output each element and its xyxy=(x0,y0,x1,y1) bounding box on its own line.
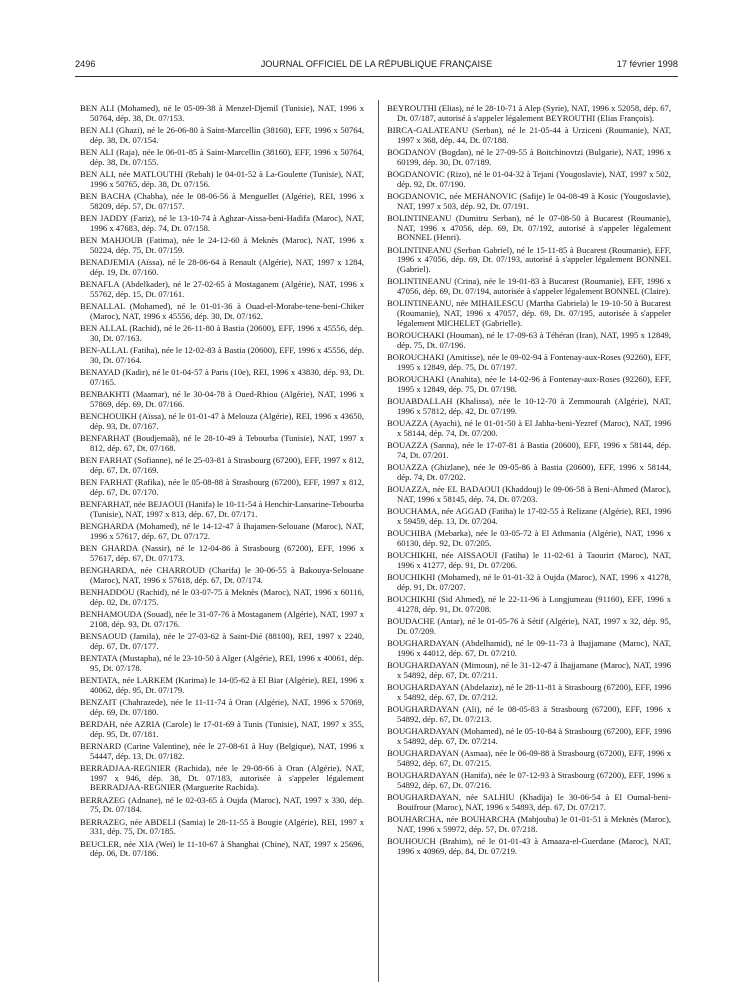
register-entry: BOUAZZA (Ayachi), né le 01-01-50 à El Jabha-beni-Yezref (Maroc), NAT, 1996 x 58144, dép. 74, Dt. 07/200. xyxy=(387,418,671,438)
register-entry: BOLINTINEANU (Crina), née le 19-01-83 à Bucarest (Roumanie), EFF, 1996 x 47056, dép. 69, Dt. 07/194, autorisée à s'appeler légalement BONNEL (Claire). xyxy=(387,276,671,297)
register-entry: BOUCHAMA, née AGGAD (Fatiha) le 17-02-55 à Relizane (Algérie), REI, 1996 x 59459, dép. 13, Dt. 07/204. xyxy=(387,506,671,526)
register-entry: BEN JADDY (Fariz), né le 13-10-74 à Aghzar-Aissa-beni-Hadifa (Maroc), NAT, 1996 x 47683, dép. 74, Dt. 07/158. xyxy=(80,213,364,233)
page-header xyxy=(75,59,678,73)
register-entry: BOUAZZA (Sanna), née le 17-07-81 à Bastia (20600), EFF, 1996 x 58144, dép. 74, Dt. 07/201. xyxy=(387,440,671,460)
register-entry: BOUHOUCH (Brahim), né le 01-01-43 à Amaaza-el-Guerdane (Maroc), NAT, 1996 x 40969, dép. 84, Dt. 07/219. xyxy=(387,836,671,856)
issue-date: 17 février 1998 xyxy=(616,59,678,69)
register-entry: BOUGHARDAYAN (Asmaa), née le 06-09-88 à Strasbourg (67200), EFF, 1996 x 54892, dép. 67, Dt. 07/215. xyxy=(387,748,671,768)
register-entry: BOGDANOV (Bogdan), né le 27-09-55 à Boitchinovtzi (Bulgarie), NAT, 1996 x 60199, dép. 30, Dt. 07/189. xyxy=(387,147,671,167)
register-entry: BENADJEMIA (Aïssa), né le 28-06-64 à Renault (Algérie), NAT, 1997 x 1284, dép. 19, Dt. 07/160. xyxy=(80,257,364,277)
register-entry: BENAYAD (Kadir), né le 01-04-57 à Paris (10e), REI, 1996 x 43830, dép. 93, Dt. 07/165. xyxy=(80,367,364,387)
register-entry: BEN ALI (Raja), née le 06-01-85 à Saint-Marcellin (38160), EFF, 1996 x 50764, dép. 38, Dt. 07/155. xyxy=(80,147,364,167)
register-entry: BOLINTINEANU, née MIHAILESCU (Martha Gabriela) le 19-10-50 à Bucarest (Roumanie), NAT, 1996 x 47057, dép. 69, Dt. 07/195, autorisée à s'appeler légalement MICHELET (Gabrielle). xyxy=(387,298,671,328)
left-column xyxy=(80,104,364,862)
register-entry: BOUCHIKHI (Sid Ahmed), né le 22-11-96 à Longjumeau (91160), EFF, 1996 x 41278, dép. 91, Dt. 07/208. xyxy=(387,594,671,614)
register-entry: BEN FARHAT (Rafika), née le 05-08-88 à Strasbourg (67200), EFF, 1997 x 812, dép. 67, Dt. 07/170. xyxy=(80,477,364,497)
register-entry: BENTATA (Mustapha), né le 23-10-50 à Alger (Algérie), REI, 1996 x 40061, dép. 95, Dt. 07/178. xyxy=(80,653,364,673)
register-entry: BEN GHARDA (Nassir), né le 12-04-86 à Strasbourg (67200), EFF, 1996 x 57617, dép. 67, Dt. 07/173. xyxy=(80,543,364,563)
column-divider xyxy=(378,100,379,982)
register-entry: BEN-ALLAL (Fatiha), née le 12-02-83 à Bastia (20600), EFF, 1996 x 45556, dép. 30, Dt. 07/164. xyxy=(80,345,364,365)
header-rule xyxy=(75,76,678,77)
register-entry: BOLINTINEANU (Serban Gabriel), né le 15-11-85 à Bucarest (Roumanie), EFF, 1996 x 47056, dép. 69, Dt. 07/193, autorisé à s'appeler légalement BONNEL (Gabriel). xyxy=(387,244,671,275)
register-entry: BEN ALI (Ghazi), né le 26-06-80 à Saint-Marcellin (38160), EFF, 1996 x 50764, dép. 38, Dt. 07/154. xyxy=(80,125,364,145)
register-entry: BOROUCHAKI (Amitisse), née le 09-02-94 à Fontenay-aux-Roses (92260), EFF, 1995 x 12849, dép. 75, Dt. 07/197. xyxy=(387,352,671,372)
register-entry: BENZAIT (Chahrazede), née le 11-11-74 à Oran (Algérie), NAT, 1996 x 57069, dép. 69, Dt. 07/180. xyxy=(80,697,364,717)
register-entry: BERDAH, née AZRIA (Carole) le 17-01-69 à Tunis (Tunisie), NAT, 1997 x 355, dép. 95, Dt. 07/181. xyxy=(80,719,364,739)
register-entry: BOUGHARDAYAN (Mimoun), né le 31-12-47 à Ihajjamane (Maroc), NAT, 1996 x 54892, dép. 67, Dt. 07/211. xyxy=(387,660,671,680)
right-column xyxy=(387,104,671,859)
register-entry: BOGDANOVIC (Rizo), né le 01-04-32 à Tejani (Yougoslavie), NAT, 1997 x 502, dép. 92, Dt. 07/190. xyxy=(387,169,671,189)
register-entry: BOUGHARDAYAN, née SALHIU (Khadija) le 30-06-54 à El Oumal-beni-Bouifrour (Maroc), NAT, 1996 x 54893, dép. 67, Dt. 07/217. xyxy=(387,792,671,812)
register-entry: BENGHARDA (Mohamed), né le 14-12-47 à Ihajamen-Selouane (Maroc), NAT, 1996 x 57617, dép. 67, Dt. 07/172. xyxy=(80,521,364,541)
register-entry: BERRAZEG, née ABDELI (Samia) le 28-11-55 à Bougie (Algérie), REI, 1997 x 331, dép. 75, Dt. 07/185. xyxy=(80,816,364,837)
register-entry: BERRAZEG (Adnane), né le 02-03-65 à Oujda (Maroc), NAT, 1997 x 330, dép. 75, Dt. 07/184. xyxy=(80,794,364,815)
register-entry: BENTATA, née LARKEM (Karima) le 14-05-62 à El Biar (Algérie), REI, 1996 x 40062, dép. 95, Dt. 07/179. xyxy=(80,675,364,695)
journal-title: JOURNAL OFFICIEL DE LA RÉPUBLIQUE FRANÇAISE xyxy=(260,59,493,69)
register-entry: BOUABDALLAH (Khalissa), née le 10-12-70 à Zemmourah (Algérie), NAT, 1996 x 57812, dép. 42, Dt. 07/199. xyxy=(387,396,671,416)
register-entry: BOUGHARDAYAN (Abdelaziz), né le 28-11-81 à Strasbourg (67200), EFF, 1996 x 54892, dép. 67, Dt. 07/212. xyxy=(387,682,671,702)
register-entry: BENFARHAT (Boudjemaâ), né le 28-10-49 à Tebourba (Tunisie), NAT, 1997 x 812, dép. 67, Dt. 07/168. xyxy=(80,433,364,453)
register-entry: BERNARD (Carine Valentine), née le 27-08-61 à Huy (Belgique), NAT, 1996 x 54447, dép. 13, Dt. 07/182. xyxy=(80,741,364,761)
register-entry: BOUHARCHA, née BOUHARCHA (Mahjouba) le 01-01-51 à Meknès (Maroc), NAT, 1996 x 59972, dép. 57, Dt. 07/218. xyxy=(387,814,671,834)
register-entry: BENHADDOU (Rachid), né le 03-07-75 à Meknès (Maroc), NAT, 1996 x 60116, dép. 02, Dt. 07/175. xyxy=(80,587,364,607)
register-entry: BENBAKHTI (Maamar), né le 30-04-78 à Oued-Rhiou (Algérie), NAT, 1996 x 57869, dép. 69, Dt. 07/166. xyxy=(80,389,364,409)
register-entry: BIRCA-GALATEANU (Serban), né le 21-05-44 à Urziceni (Roumanie), NAT, 1997 x 368, dép. 44, Dt. 07/188. xyxy=(387,125,671,145)
register-entry: BEN MAHJOUB (Fatima), née le 24-12-60 à Meknès (Maroc), NAT, 1996 x 50224, dép. 75, Dt. 07/159. xyxy=(80,235,364,255)
register-entry: BEN FARHAT (Sofianne), né le 25-03-81 à Strasbourg (67200), EFF, 1997 x 812, dép. 67, Dt. 07/169. xyxy=(80,455,364,475)
register-entry: BENGHARDA, née CHARROUD (Charifa) le 30-06-55 à Bakouya-Selouane (Maroc), NAT, 1996 x 57618, dép. 67, Dt. 07/174. xyxy=(80,565,364,585)
register-entry: BOUGHARDAYAN (Abdelhamid), né le 09-11-73 à Ihajjamane (Maroc), NAT, 1996 x 44012, dép. 67, Dt. 07/210. xyxy=(387,638,671,658)
register-entry: BOUCHIKHI, née AISSAOUI (Fatiha) le 11-02-61 à Taourirt (Maroc), NAT, 1996 x 41277, dép. 91, Dt. 07/206. xyxy=(387,550,671,570)
register-entry: BENALLAL (Mohamed), né le 01-01-36 à Ouad-el-Morabe-tene-beni-Chiker (Maroc), NAT, 1996 x 45556, dép. 30, Dt. 07/162. xyxy=(80,301,364,321)
register-entry: BEN ALI, née MATLOUTHI (Rebah) le 04-01-52 à La-Goulette (Tunisie), NAT, 1996 x 50765, dép. 38, Dt. 07/156. xyxy=(80,169,364,189)
register-entry: BOUCHIBA (Mebarka), née le 03-05-72 à El Athmania (Algérie), NAT, 1996 x 60130, dép. 92, Dt. 07/205. xyxy=(387,528,671,548)
register-entry: BENAFLA (Abdelkader), né le 27-02-65 à Mostaganem (Algérie), NAT, 1996 x 55762, dép. 15, Dt. 07/161. xyxy=(80,279,364,299)
register-entry: BOGDANOVIC, née MEHANOVIC (Safije) le 04-08-49 à Kosic (Yougoslavie), NAT, 1997 x 503, dép. 92, Dt. 07/191. xyxy=(387,191,671,211)
register-entry: BEN BACHA (Chabha), née le 08-06-56 à Menguellet (Algérie), REI, 1996 x 58209, dép. 57, Dt. 07/157. xyxy=(80,191,364,211)
register-entry: BOROUCHAKI (Anahita), née le 14-02-96 à Fontenay-aux-Roses (92260), EFF, 1995 x 12849, dép. 75, Dt. 07/198. xyxy=(387,374,671,394)
register-entry: BOUGHARDAYAN (Hanifa), née le 07-12-93 à Strasbourg (67200), EFF, 1996 x 54892, dép. 67, Dt. 07/216. xyxy=(387,770,671,790)
register-entry: BENFARHAT, née BEJAOUI (Hanifa) le 10-11-54 à Henchir-Lansarine-Tebourba (Tunisie), NAT, 1997 x 813, dép. 67, Dt. 07/171. xyxy=(80,499,364,519)
register-entry: BOUAZZA (Ghizlane), née le 09-05-86 à Bastia (20600), EFF, 1996 x 58144, dép. 74, Dt. 07/202. xyxy=(387,462,671,482)
register-entry: BENCHOUIKH (Aïssa), né le 01-01-47 à Melouza (Algérie), REI, 1996 x 43650, dép. 93, Dt. 07/167. xyxy=(80,411,364,431)
register-entry: BOUAZZA, née EL BADAOUI (Khaddouj) le 09-06-58 à Beni-Ahmed (Maroc), NAT, 1996 x 58145, dép. 74, Dt. 07/203. xyxy=(387,484,671,504)
register-entry: BOUGHARDAYAN (Ali), né le 08-05-83 à Strasbourg (67200), EFF, 1996 x 54892, dép. 67, Dt. 07/213. xyxy=(387,704,671,724)
register-entry: BENHAMOUDA (Souad), née le 31-07-76 à Mostaganem (Algérie), NAT, 1997 x 2108, dép. 93, Dt. 07/176. xyxy=(80,609,364,629)
register-entry: BOUGHARDAYAN (Mohamed), né le 05-10-84 à Strasbourg (67200), EFF, 1996 x 54892, dép. 67, Dt. 07/214. xyxy=(387,726,671,746)
register-entry: BEYROUTHI (Elias), né le 28-10-71 à Alep (Syrie), NAT, 1996 x 52058, dép. 67, Dt. 07/187, autorisé à s'appeler légalement BEYROUTHI (Elias François). xyxy=(387,103,671,123)
page-number: 2496 xyxy=(75,59,96,69)
register-entry: BEN ALLAL (Rachid), né le 26-11-80 à Bastia (20600), EFF, 1996 x 45556, dép. 30, Dt. 07/163. xyxy=(80,323,364,343)
register-entry: BOLINTINEANU (Dumitru Serban), né le 07-08-50 à Bucarest (Roumanie), NAT, 1996 x 47056, dép. 69, Dt. 07/192, autorisé à s'appeler légalement BONNEL (Henri). xyxy=(387,213,671,243)
register-entry: BENSAOUD (Jamila), née le 27-03-62 à Saint-Dié (88100), REI, 1997 x 2240, dép. 67, Dt. 07/177. xyxy=(80,631,364,651)
register-entry: BEUCLER, née XIA (Wei) le 11-10-67 à Shanghai (Chine), NAT, 1997 x 25696, dép. 06, Dt. 07/186. xyxy=(80,838,364,859)
register-entry: BEN ALI (Mohamed), né le 05-09-38 à Menzel-Djemil (Tunisie), NAT, 1996 x 50764, dép. 38, Dt. 07/153. xyxy=(80,103,364,123)
register-entry: BOROUCHAKI (Houman), né le 17-09-63 à Téhéran (Iran), NAT, 1995 x 12849, dép. 75, Dt. 07/196. xyxy=(387,330,671,350)
register-entry: BERRADJAA-REGNIER (Rachida), née le 29-08-66 à Oran (Algérie), NAT, 1997 x 946, dép. 38, Dt. 07/183, autorisée à s'appeler légalement BERRADJAA-REGNIER (Marguerite Rachida). xyxy=(80,763,364,793)
register-entry: BOUCHIKHI (Mohamed), né le 01-01-32 à Oujda (Maroc), NAT, 1996 x 41278, dép. 91, Dt. 07/207. xyxy=(387,572,671,592)
register-entry: BOUDACHE (Antar), né le 01-05-76 à Sétif (Algérie), NAT, 1997 x 32, dép. 95, Dt. 07/209. xyxy=(387,616,671,636)
